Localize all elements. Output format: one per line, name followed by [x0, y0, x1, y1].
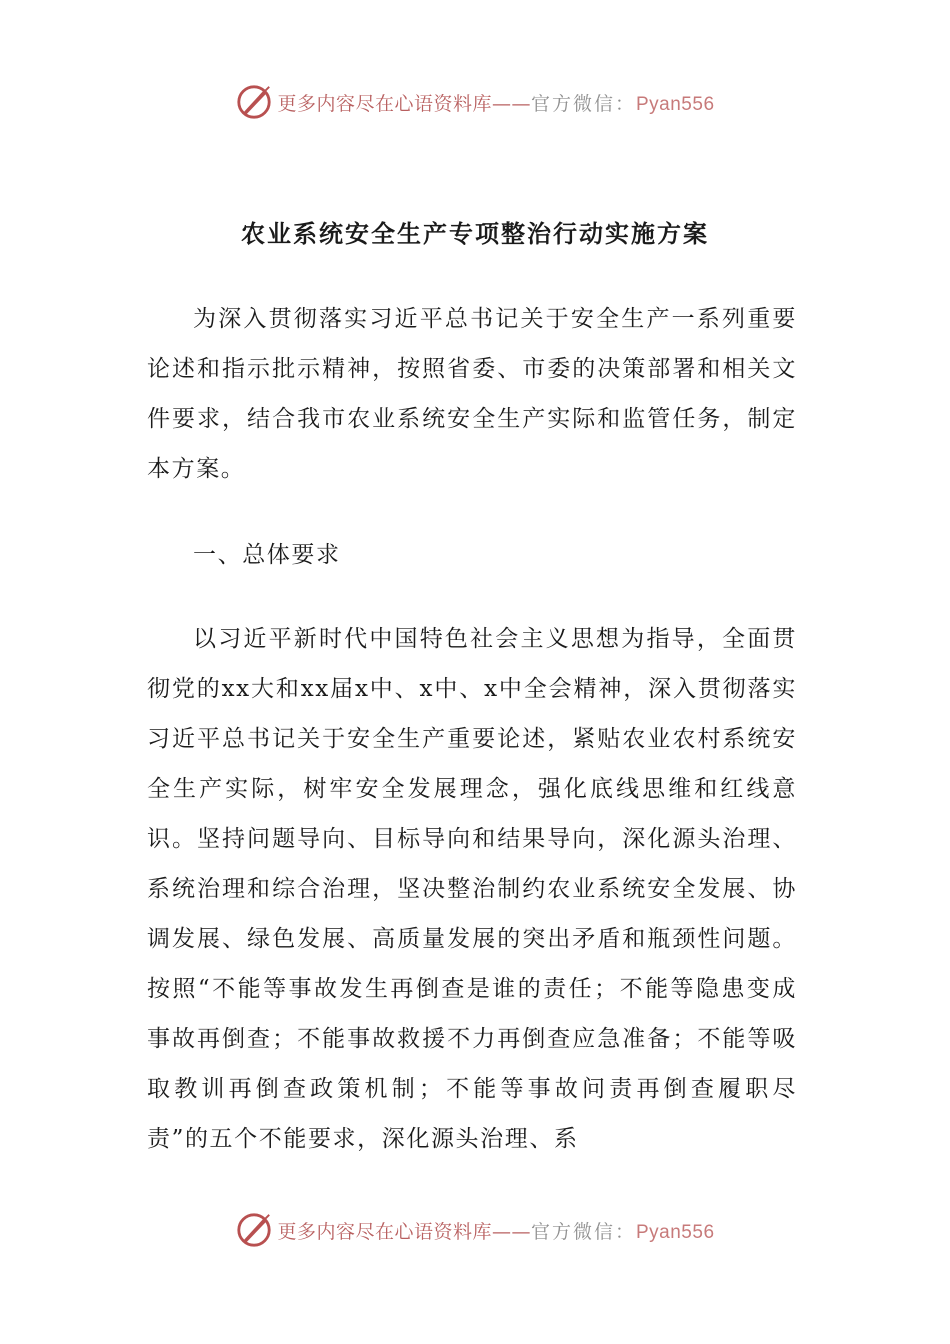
intro-paragraph: 为深入贯彻落实习近平总书记关于安全生产一系列重要论述和指示批示精神，按照省委、市委的决策部署和相关文件要求，结合我市农业系统安全生产实际和监管任务，制定本方案。 [147, 306, 797, 482]
footer-dash: —— [491, 1220, 531, 1243]
footer-wechat-id: Pyan556 [636, 1221, 715, 1243]
header-dash: —— [491, 92, 531, 115]
document-title: 农业系统安全生产专项整治行动实施方案 [241, 220, 709, 248]
header-banner [0, 80, 950, 124]
general-requirements-paragraph: 以习近平新时代中国特色社会主义思想为指导，全面贯彻党的xx大和xx届x中、x中、x中全会精神，深入贯彻落实习近平总书记关于安全生产重要论述，紧贴农业农村系统安全生产实际，树牢安全发展理念，强化底线思维和红线意识。坚持问题导向、目标导向和结果导向，深化源头治理、系统治理和综合治理，坚决整治制约农业系统安全发展、协调发展、绿色发展、高质量发展的突出矛盾和瓶颈性问题。按照“不能等事故发生再倒查是谁的责任；不能等隐患变成事故再倒查；不能事故救援不力再倒查应急准备；不能等吸取教训再倒查政策机制；不能等事故问责再倒查履职尽责”的五个不能要求，深化源头治理、系 [147, 626, 797, 1152]
quill-logo-icon [235, 1211, 273, 1249]
footer-brand: 更多内容尽在心语资料库 [277, 1220, 492, 1243]
header-brand: 更多内容尽在心语资料库 [277, 92, 492, 115]
header-wechat-label: 官方微信： [530, 92, 636, 115]
header-wechat-id: Pyan556 [636, 93, 715, 115]
header-banner-text [277, 89, 714, 116]
footer-banner-text [277, 1217, 714, 1244]
section-heading-general-requirements: 一、总体要求 [193, 542, 341, 568]
quill-logo-icon [235, 83, 273, 121]
footer-wechat-label: 官方微信： [530, 1220, 636, 1243]
footer-banner [0, 1208, 950, 1252]
